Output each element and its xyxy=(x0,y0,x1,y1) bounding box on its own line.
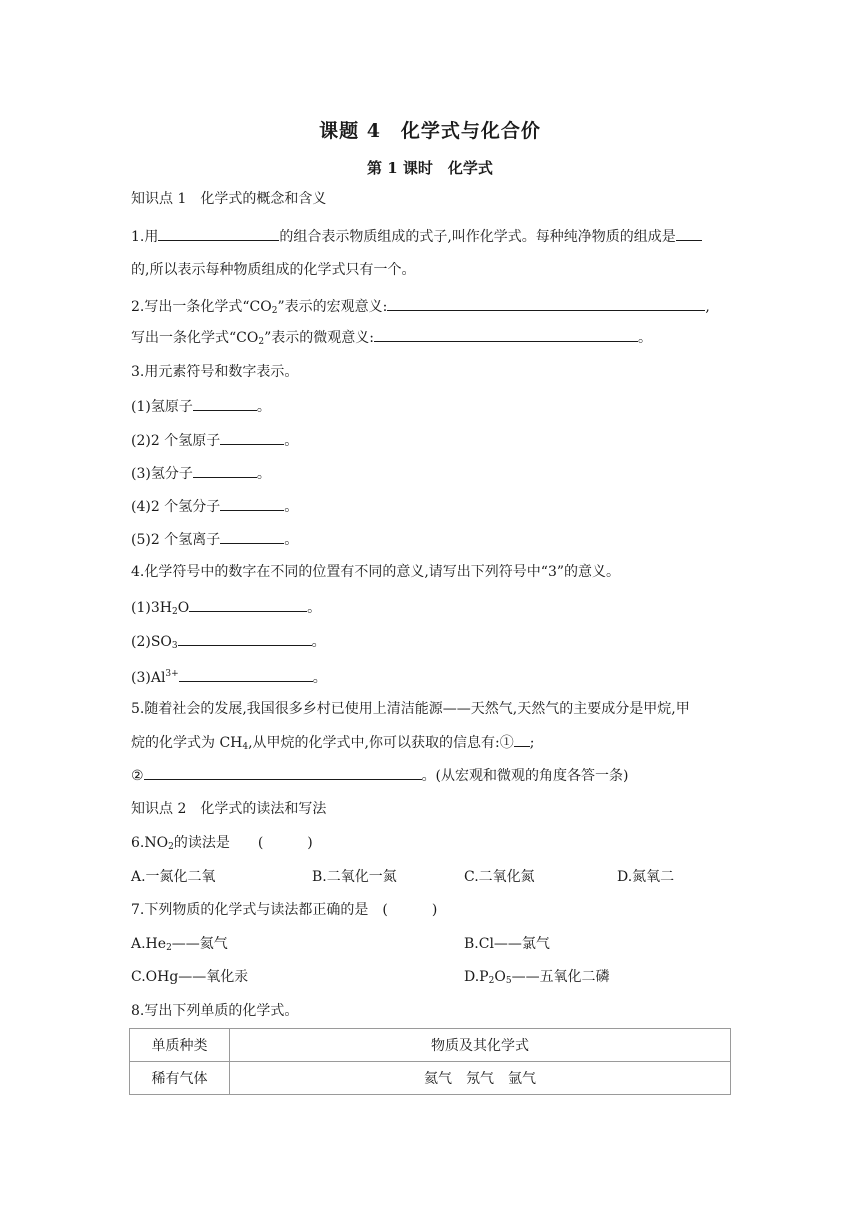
page-subtitle: 第 1 课时 化学式 xyxy=(367,159,493,177)
question-2-line-1: 2.写出一条化学式“$CO_2$”表示的宏观意义: , xyxy=(131,296,710,321)
question-6-option-d[interactable]: D.氮氧二 xyxy=(617,869,675,885)
table-cell-items[interactable]: 氦气 氖气 氩气 xyxy=(230,1062,731,1095)
table-header-cell: 单质种类 xyxy=(130,1029,230,1062)
answer-blank[interactable] xyxy=(387,296,705,311)
answer-blank[interactable] xyxy=(514,732,530,747)
question-3-item-4: (4)2 个氢分子 。 xyxy=(131,496,298,517)
answer-blank[interactable] xyxy=(178,631,312,646)
table-row xyxy=(130,1062,731,1095)
answer-blank[interactable] xyxy=(158,226,279,241)
section-heading-1: 知识点 1 化学式的概念和含义 xyxy=(131,191,327,207)
answer-blank[interactable] xyxy=(220,496,284,511)
question-6-option-a[interactable]: A.一氮化二氧 xyxy=(131,869,216,885)
question-1-line-1: 1.用 的组合表示物质组成的式子,叫作化学式。每种纯净物质的组成是 xyxy=(131,226,702,247)
table-header-row xyxy=(130,1029,731,1062)
elements-table xyxy=(129,1028,731,1095)
answer-blank[interactable] xyxy=(193,463,257,478)
table-cell-type: 稀有气体 xyxy=(130,1062,230,1095)
question-5-line-1: 5.随着社会的发展,我国很多乡村已使用上清洁能源——天然气,天然气的主要成分是甲烷,甲 xyxy=(131,701,690,717)
section-heading-2: 知识点 2 化学式的读法和写法 xyxy=(131,801,327,817)
question-7-option-c[interactable]: C.OHg——氧化汞 xyxy=(131,969,249,985)
question-5-line-3: ② 。(从宏观和微观的角度各答一条) xyxy=(131,765,629,786)
answer-blank[interactable] xyxy=(374,327,638,342)
question-7-option-d[interactable]: $D.P_2O_5——$五氧化二磷 xyxy=(464,969,610,986)
answer-blank[interactable] xyxy=(144,765,422,780)
question-6-option-c[interactable]: C.二氧化氮 xyxy=(464,869,535,885)
question-3-stem: 3.用元素符号和数字表示。 xyxy=(131,364,299,380)
question-3-item-2: (2)2 个氢原子 。 xyxy=(131,430,298,451)
question-7-option-b[interactable]: B.Cl——氯气 xyxy=(464,936,550,952)
question-7-stem: 7.下列物质的化学式与读法都正确的是 ( ) xyxy=(131,902,438,918)
question-7-option-a[interactable]: $A.He_2——$氦气 xyxy=(131,936,228,953)
question-4-item-3: $(3)Al^{3+}$ 。 xyxy=(131,669,327,686)
answer-blank[interactable] xyxy=(676,226,702,241)
question-3-item-3: (3)氢分子 。 xyxy=(131,463,271,484)
question-4-item-1: $(1)3H_2O$ 。 xyxy=(131,597,321,622)
table-header-cell: 物质及其化学式 xyxy=(230,1029,731,1062)
question-5-line-2: 烷的化学式为 $CH_4$,从甲烷的化学式中,你可以获取的信息有:① ; xyxy=(131,732,534,757)
answer-blank[interactable] xyxy=(193,396,257,411)
answer-blank[interactable] xyxy=(220,529,284,544)
question-2-line-2: 写出一条化学式“$CO_2$”表示的微观意义: 。 xyxy=(131,327,652,352)
page-title: 课题 4 化学式与化合价 xyxy=(319,120,541,142)
question-3-item-1: (1)氢原子 。 xyxy=(131,396,271,417)
answer-blank[interactable] xyxy=(189,597,307,612)
question-1-line-2: 的,所以表示每种物质组成的化学式只有一个。 xyxy=(131,262,416,278)
question-8-stem: 8.写出下列单质的化学式。 xyxy=(131,1003,299,1019)
answer-blank[interactable] xyxy=(220,430,284,445)
question-6-option-b[interactable]: B.二氧化一氮 xyxy=(312,869,397,885)
question-4-stem: 4.化学符号中的数字在不同的位置有不同的意义,请写出下列符号中“3”的意义。 xyxy=(131,564,621,580)
question-3-item-5: (5)2 个氢离子 。 xyxy=(131,529,298,550)
answer-blank[interactable] xyxy=(179,667,313,682)
question-4-item-2: $(2)SO_3$ 。 xyxy=(131,631,326,656)
question-6-stem: $6.NO_2$的读法是 ( ) xyxy=(131,835,313,852)
